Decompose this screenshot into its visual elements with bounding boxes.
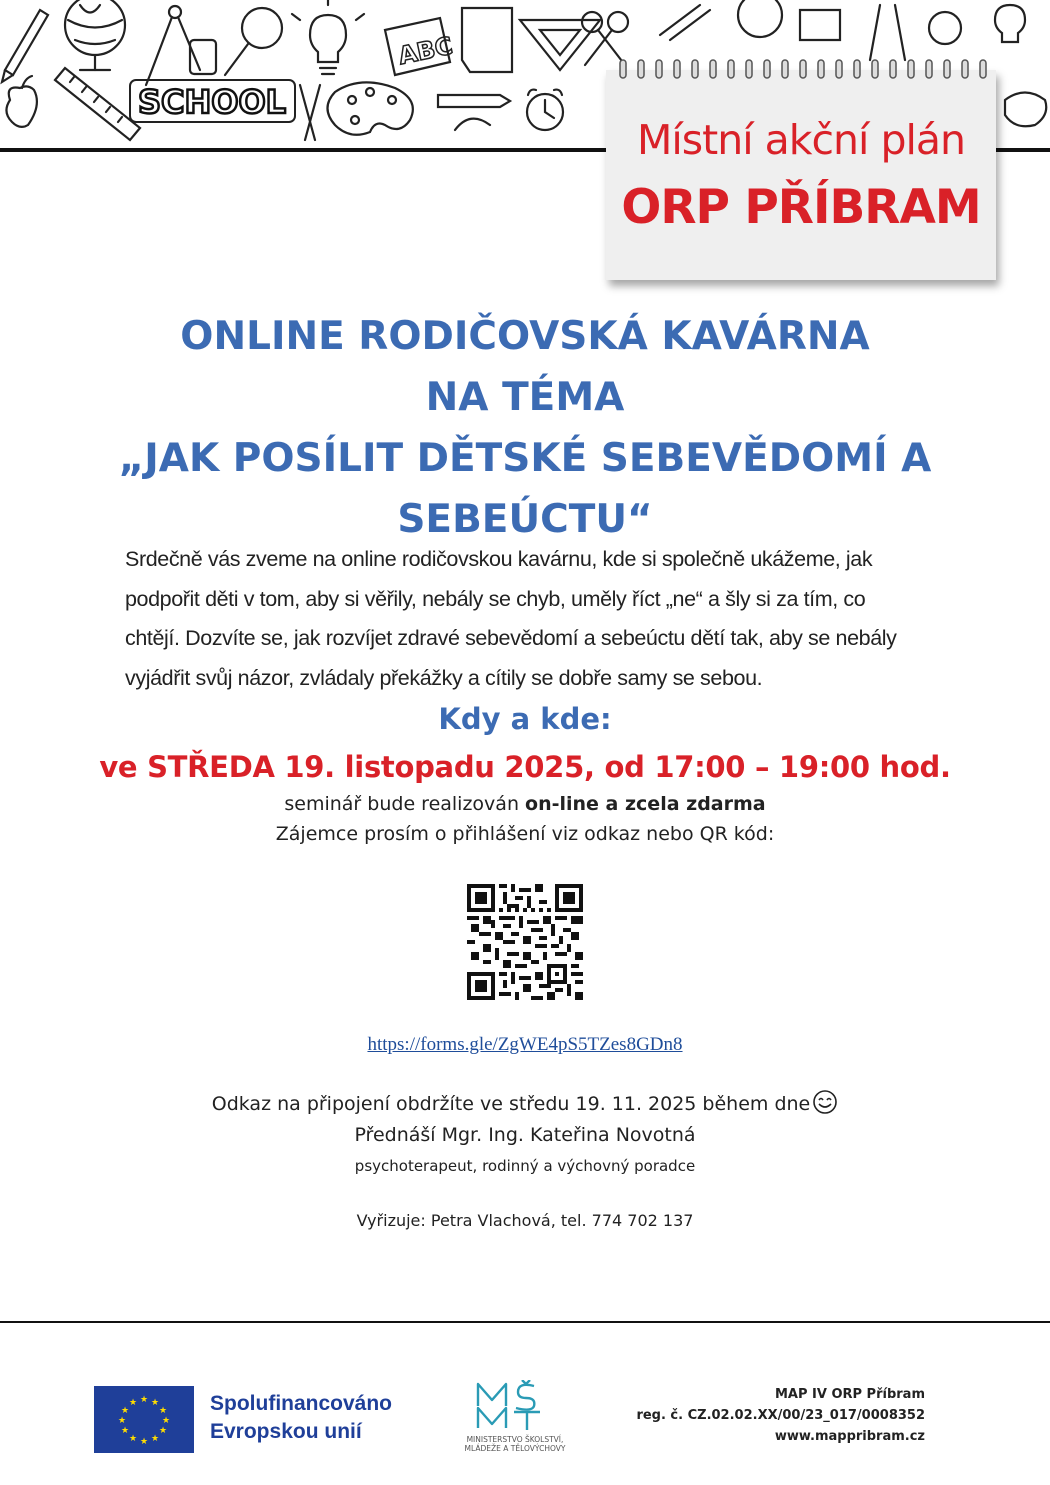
msmt-logo [440, 1380, 590, 1460]
project-info [600, 1384, 925, 1447]
lecturer-role: psychoterapeut, rodinný a výchovný poradce [354, 1157, 696, 1175]
title-line4: SEBEÚCTU“ [397, 497, 653, 542]
svg-text:★: ★ [158, 1426, 168, 1436]
spiral-binding [606, 58, 996, 80]
alarm-clock-icon [527, 90, 563, 130]
intro-line1: Srdečně vás zveme na online rodičovskou kavárnu, kde si společně ukážeme, jak [125, 547, 873, 571]
seminar-free-online: on-line a zcela zdarma [525, 793, 766, 815]
svg-text:★: ★ [139, 1395, 149, 1405]
eu-stars [94, 1386, 194, 1453]
ruler-icon [55, 68, 140, 140]
badge-line1: Místní akční plán [637, 116, 965, 164]
svg-text:★: ★ [139, 1437, 149, 1447]
svg-text:★: ★ [150, 1434, 160, 1444]
eu-line2: Evropskou unií [210, 1420, 362, 1443]
intro-line2: podpořit děti v tom, aby si věřily, nebály se chyb, uměly říct „ne“ a šly si za tím, co [125, 586, 866, 611]
apple-icon [6, 76, 36, 127]
svg-text:ABC: ABC [395, 31, 456, 71]
seminar-note [0, 793, 1050, 815]
intro-line4: vyjádřit svůj názor, zvládaly překážky a cítily se dobře samy se sebou. [125, 665, 763, 690]
badge-line2: ORP PŘÍBRAM [621, 180, 981, 235]
palette-icon [328, 82, 413, 134]
intro-paragraph [125, 540, 935, 698]
msmt-caption-line2: MLÁDEŽE A TĚLOVÝCHOVY [464, 1444, 566, 1453]
msmt-caption [440, 1435, 590, 1453]
join-info-text: Odkaz na připojení obdržíte ve středu 19. 11. 2025 během dne [211, 1093, 811, 1115]
map-name: MAP IV ORP Příbram [774, 1387, 925, 1402]
magnifier-icon [225, 8, 282, 75]
school-lettering [130, 80, 295, 122]
svg-text:★: ★ [120, 1406, 130, 1416]
pencil-icon [2, 10, 48, 82]
smiley-icon [812, 1089, 838, 1115]
svg-text:SCHOOL: SCHOOL [137, 83, 287, 121]
when-where-heading: Kdy a kde: [438, 702, 612, 736]
intro-line3: chtějí. Dozvíte se, jak rozvíjet zdravé sebevědomí a sebeúctu dětí tak, aby se nebály [125, 626, 897, 650]
eu-cofinanced-label [210, 1390, 392, 1446]
website-link[interactable]: www.mappribram.cz [774, 1429, 925, 1444]
title-line3: „JAK POSÍLIT DĚTSKÉ SEBEVĚDOMÍ A [118, 436, 932, 481]
seminar-prefix: seminář bude realizován [284, 793, 526, 815]
svg-text:★: ★ [128, 1434, 138, 1444]
title-line1: ONLINE RODIČOVSKÁ KAVÁRNA [180, 314, 870, 359]
eu-flag-icon [94, 1386, 194, 1453]
contact-person: Vyřizuje: Petra Vlachová, tel. 774 702 137 [356, 1211, 694, 1230]
svg-text:★: ★ [117, 1416, 127, 1426]
footer-divider [0, 1321, 1050, 1323]
globe-icon [65, 0, 125, 70]
qr-code-icon[interactable] [467, 884, 583, 1000]
eu-line1: Spolufinancováno [210, 1392, 393, 1415]
svg-text:★: ★ [128, 1398, 138, 1408]
join-info [0, 1089, 1050, 1115]
page-title [60, 306, 990, 550]
svg-text:★: ★ [150, 1398, 160, 1408]
svg-text:★: ★ [161, 1416, 171, 1426]
svg-text:★: ★ [158, 1406, 168, 1416]
registration-number: reg. č. CZ.02.02.XX/00/23_017/0008352 [636, 1408, 925, 1423]
map-badge [606, 70, 996, 280]
registration-form-link[interactable]: https://forms.gle/ZgWE4pS5TZes8GDn8 [367, 1034, 683, 1055]
msmt-logo-icon [474, 1380, 554, 1432]
event-datetime: ve STŘEDA 19. listopadu 2025, od 17:00 – 19:00 hod. [99, 750, 951, 784]
registration-note: Zájemce prosím o přihlášení viz odkaz nebo QR kód: [275, 823, 775, 845]
lecturer: Přednáší Mgr. Ing. Kateřina Novotná [354, 1124, 696, 1146]
lightbulb-icon [292, 0, 364, 74]
msmt-caption-line1: MINISTERSTVO ŠKOLSTVÍ, [466, 1435, 564, 1444]
title-line2: NA TÉMA [425, 375, 625, 420]
svg-text:★: ★ [120, 1426, 130, 1436]
